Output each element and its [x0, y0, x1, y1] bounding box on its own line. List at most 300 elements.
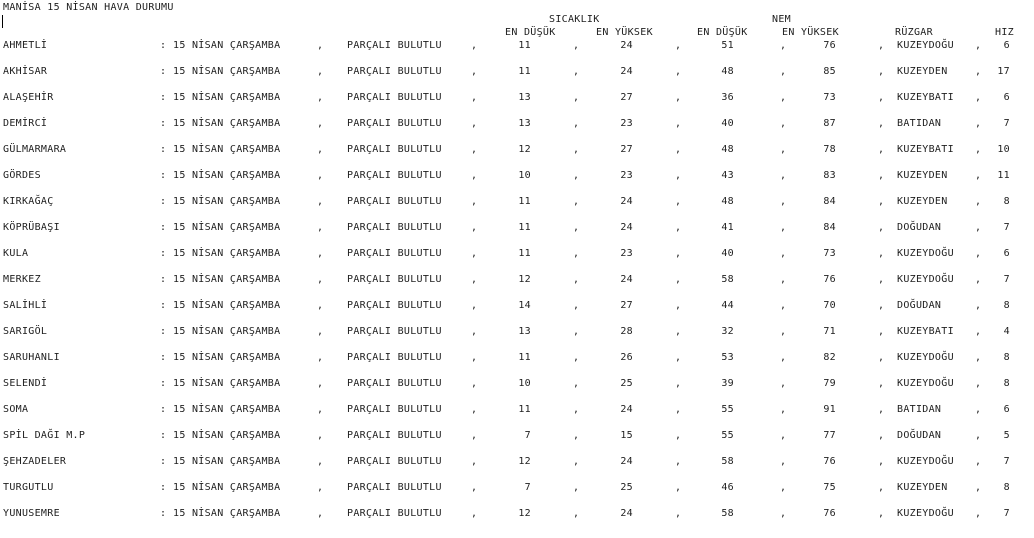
humidity-high-cell: 71 [823, 326, 836, 337]
temp-high-cell: 27 [620, 144, 633, 155]
temp-low-cell: 11 [518, 404, 531, 415]
humidity-high-cell: 84 [823, 222, 836, 233]
temp-low-cell: 12 [518, 144, 531, 155]
separator-colon: : [160, 378, 167, 389]
humidity-high-cell: 76 [823, 274, 836, 285]
separator-comma: , [878, 274, 885, 285]
separator-comma: , [675, 326, 682, 337]
date-cell: 15 NİSAN ÇARŞAMBA [173, 508, 281, 519]
condition-cell: PARÇALI BULUTLU [347, 222, 442, 233]
separator-comma: , [780, 170, 787, 181]
humidity-high-cell: 82 [823, 352, 836, 363]
temp-low-cell: 10 [518, 170, 531, 181]
humidity-high-cell: 73 [823, 92, 836, 103]
separator-comma: , [471, 196, 478, 207]
wind-direction-cell: KUZEYDEN [897, 482, 948, 493]
separator-comma: , [317, 326, 324, 337]
separator-comma: , [317, 92, 324, 103]
wind-speed-cell: 7 [1003, 456, 1010, 467]
humidity-high-cell: 70 [823, 300, 836, 311]
separator-colon: : [160, 170, 167, 181]
separator-comma: , [975, 404, 982, 415]
date-cell: 15 NİSAN ÇARŞAMBA [173, 170, 281, 181]
condition-cell: PARÇALI BULUTLU [347, 326, 442, 337]
humidity-high-cell: 73 [823, 248, 836, 259]
district-name: GÖRDES [3, 170, 41, 181]
separator-comma: , [471, 92, 478, 103]
separator-comma: , [471, 40, 478, 51]
temp-low-cell: 13 [518, 118, 531, 129]
wind-direction-cell: KUZEYDOĞU [897, 456, 954, 467]
district-name: TURGUTLU [3, 482, 54, 493]
temp-high-cell: 24 [620, 196, 633, 207]
temp-low-cell: 11 [518, 196, 531, 207]
separator-colon: : [160, 352, 167, 363]
separator-comma: , [878, 482, 885, 493]
wind-direction-cell: DOĞUDAN [897, 222, 942, 233]
separator-comma: , [471, 404, 478, 415]
separator-comma: , [573, 196, 580, 207]
humidity-high-cell: 79 [823, 378, 836, 389]
separator-comma: , [317, 66, 324, 77]
humidity-high-cell: 76 [823, 456, 836, 467]
separator-comma: , [573, 352, 580, 363]
separator-comma: , [675, 170, 682, 181]
wind-speed-cell: 7 [1003, 508, 1010, 519]
separator-comma: , [471, 222, 478, 233]
wind-direction-cell: KUZEYBATI [897, 144, 954, 155]
temp-high-cell: 27 [620, 300, 633, 311]
separator-comma: , [975, 352, 982, 363]
separator-comma: , [878, 118, 885, 129]
wind-speed-cell: 8 [1003, 196, 1010, 207]
temp-high-cell: 24 [620, 508, 633, 519]
separator-comma: , [573, 66, 580, 77]
wind-direction-cell: KUZEYDOĞU [897, 274, 954, 285]
separator-comma: , [317, 248, 324, 259]
humidity-low-cell: 55 [721, 430, 734, 441]
table-row [0, 118, 1034, 144]
wind-speed-cell: 10 [997, 144, 1010, 155]
temp-high-cell: 24 [620, 404, 633, 415]
humidity-group-header: NEM [772, 14, 791, 25]
temp-low-cell: 10 [518, 378, 531, 389]
separator-comma: , [780, 352, 787, 363]
temp-high-cell: 24 [620, 274, 633, 285]
date-cell: 15 NİSAN ÇARŞAMBA [173, 40, 281, 51]
separator-comma: , [471, 456, 478, 467]
date-cell: 15 NİSAN ÇARŞAMBA [173, 352, 281, 363]
separator-comma: , [675, 118, 682, 129]
separator-comma: , [675, 378, 682, 389]
humidity-low-cell: 53 [721, 352, 734, 363]
separator-comma: , [317, 482, 324, 493]
separator-colon: : [160, 482, 167, 493]
separator-comma: , [471, 170, 478, 181]
date-cell: 15 NİSAN ÇARŞAMBA [173, 456, 281, 467]
separator-comma: , [878, 378, 885, 389]
wind-speed-cell: 17 [997, 66, 1010, 77]
date-cell: 15 NİSAN ÇARŞAMBA [173, 144, 281, 155]
separator-colon: : [160, 456, 167, 467]
separator-colon: : [160, 144, 167, 155]
humidity-low-cell: 48 [721, 144, 734, 155]
district-name: ALAŞEHİR [3, 92, 54, 103]
separator-comma: , [975, 196, 982, 207]
separator-comma: , [317, 456, 324, 467]
humidity-low-cell: 58 [721, 274, 734, 285]
separator-comma: , [780, 196, 787, 207]
humidity-low-cell: 40 [721, 118, 734, 129]
district-name: SPİL DAĞI M.P [3, 430, 86, 441]
table-row [0, 326, 1034, 352]
separator-comma: , [780, 66, 787, 77]
condition-cell: PARÇALI BULUTLU [347, 144, 442, 155]
separator-colon: : [160, 248, 167, 259]
separator-comma: , [780, 326, 787, 337]
separator-comma: , [317, 196, 324, 207]
wind-direction-cell: BATIDAN [897, 118, 942, 129]
separator-comma: , [780, 508, 787, 519]
humidity-high-cell: 85 [823, 66, 836, 77]
date-cell: 15 NİSAN ÇARŞAMBA [173, 430, 281, 441]
table-row [0, 144, 1034, 170]
separator-comma: , [878, 92, 885, 103]
humidity-high-cell: 83 [823, 170, 836, 181]
humidity-high-header: EN YÜKSEK [782, 27, 839, 38]
separator-comma: , [878, 222, 885, 233]
separator-comma: , [317, 300, 324, 311]
district-name: SELENDİ [3, 378, 48, 389]
separator-colon: : [160, 508, 167, 519]
separator-comma: , [675, 274, 682, 285]
wind-speed-cell: 7 [1003, 274, 1010, 285]
date-cell: 15 NİSAN ÇARŞAMBA [173, 482, 281, 493]
separator-comma: , [471, 326, 478, 337]
separator-comma: , [780, 222, 787, 233]
separator-comma: , [471, 248, 478, 259]
temp-low-cell: 11 [518, 352, 531, 363]
district-name: SARIGÖL [3, 326, 48, 337]
separator-comma: , [975, 118, 982, 129]
date-cell: 15 NİSAN ÇARŞAMBA [173, 222, 281, 233]
separator-comma: , [780, 456, 787, 467]
wind-direction-cell: KUZEYDEN [897, 170, 948, 181]
separator-colon: : [160, 66, 167, 77]
date-cell: 15 NİSAN ÇARŞAMBA [173, 92, 281, 103]
humidity-low-cell: 58 [721, 508, 734, 519]
humidity-high-cell: 76 [823, 508, 836, 519]
temp-low-cell: 12 [518, 274, 531, 285]
separator-colon: : [160, 274, 167, 285]
district-name: YUNUSEMRE [3, 508, 60, 519]
wind-direction-cell: KUZEYDOĞU [897, 508, 954, 519]
condition-cell: PARÇALI BULUTLU [347, 352, 442, 363]
wind-speed-cell: 7 [1003, 118, 1010, 129]
humidity-low-cell: 32 [721, 326, 734, 337]
wind-speed-cell: 4 [1003, 326, 1010, 337]
district-name: KULA [3, 248, 29, 259]
date-cell: 15 NİSAN ÇARŞAMBA [173, 326, 281, 337]
district-name: AHMETLİ [3, 40, 48, 51]
separator-colon: : [160, 326, 167, 337]
temp-high-cell: 24 [620, 456, 633, 467]
separator-comma: , [780, 430, 787, 441]
district-name: ŞEHZADELER [3, 456, 67, 467]
wind-speed-cell: 8 [1003, 482, 1010, 493]
separator-comma: , [975, 274, 982, 285]
condition-cell: PARÇALI BULUTLU [347, 378, 442, 389]
separator-comma: , [573, 404, 580, 415]
separator-comma: , [675, 248, 682, 259]
separator-comma: , [317, 274, 324, 285]
date-cell: 15 NİSAN ÇARŞAMBA [173, 300, 281, 311]
separator-comma: , [675, 456, 682, 467]
separator-comma: , [975, 40, 982, 51]
wind-direction-cell: DOĞUDAN [897, 430, 942, 441]
separator-comma: , [975, 170, 982, 181]
separator-comma: , [780, 248, 787, 259]
separator-comma: , [471, 66, 478, 77]
humidity-low-cell: 43 [721, 170, 734, 181]
separator-comma: , [878, 248, 885, 259]
humidity-high-cell: 75 [823, 482, 836, 493]
wind-direction-cell: KUZEYDEN [897, 66, 948, 77]
humidity-high-cell: 91 [823, 404, 836, 415]
temp-high-cell: 26 [620, 352, 633, 363]
condition-cell: PARÇALI BULUTLU [347, 274, 442, 285]
table-row [0, 352, 1034, 378]
separator-comma: , [675, 508, 682, 519]
humidity-high-cell: 77 [823, 430, 836, 441]
district-name: SOMA [3, 404, 29, 415]
temp-low-cell: 11 [518, 40, 531, 51]
separator-comma: , [573, 170, 580, 181]
separator-colon: : [160, 40, 167, 51]
separator-comma: , [878, 456, 885, 467]
wind-direction-cell: KUZEYBATI [897, 92, 954, 103]
separator-comma: , [675, 144, 682, 155]
separator-comma: , [878, 352, 885, 363]
separator-comma: , [878, 430, 885, 441]
separator-comma: , [675, 66, 682, 77]
wind-direction-cell: KUZEYDOĞU [897, 352, 954, 363]
separator-colon: : [160, 430, 167, 441]
separator-comma: , [780, 144, 787, 155]
temp-low-cell: 13 [518, 326, 531, 337]
separator-comma: , [675, 40, 682, 51]
separator-comma: , [975, 430, 982, 441]
temperature-group-header: SICAKLIK [549, 14, 600, 25]
district-name: GÜLMARMARA [3, 144, 67, 155]
separator-comma: , [471, 378, 478, 389]
humidity-low-cell: 39 [721, 378, 734, 389]
separator-comma: , [675, 300, 682, 311]
separator-comma: , [675, 430, 682, 441]
separator-comma: , [573, 274, 580, 285]
temp-high-cell: 24 [620, 66, 633, 77]
separator-comma: , [975, 456, 982, 467]
condition-cell: PARÇALI BULUTLU [347, 300, 442, 311]
district-name: DEMİRCİ [3, 118, 48, 129]
separator-comma: , [317, 508, 324, 519]
district-name: SARUHANLI [3, 352, 60, 363]
table-row [0, 196, 1034, 222]
text-cursor [2, 15, 3, 28]
date-cell: 15 NİSAN ÇARŞAMBA [173, 66, 281, 77]
separator-comma: , [573, 300, 580, 311]
separator-comma: , [780, 274, 787, 285]
temp-high-cell: 25 [620, 482, 633, 493]
separator-comma: , [780, 482, 787, 493]
temp-high-header: EN YÜKSEK [596, 27, 653, 38]
table-row [0, 170, 1034, 196]
humidity-low-header: EN DÜŞÜK [697, 27, 748, 38]
separator-comma: , [975, 144, 982, 155]
separator-comma: , [975, 378, 982, 389]
humidity-low-cell: 44 [721, 300, 734, 311]
humidity-high-cell: 76 [823, 40, 836, 51]
temp-low-cell: 7 [524, 482, 531, 493]
separator-comma: , [573, 222, 580, 233]
table-row [0, 40, 1034, 66]
separator-comma: , [675, 92, 682, 103]
separator-comma: , [878, 66, 885, 77]
separator-comma: , [573, 118, 580, 129]
separator-comma: , [975, 300, 982, 311]
separator-comma: , [317, 378, 324, 389]
wind-speed-cell: 5 [1003, 430, 1010, 441]
humidity-low-cell: 58 [721, 456, 734, 467]
separator-comma: , [878, 326, 885, 337]
separator-comma: , [573, 456, 580, 467]
separator-comma: , [317, 118, 324, 129]
temp-low-cell: 14 [518, 300, 531, 311]
separator-comma: , [780, 40, 787, 51]
table-row [0, 66, 1034, 92]
separator-comma: , [317, 404, 324, 415]
condition-cell: PARÇALI BULUTLU [347, 66, 442, 77]
separator-comma: , [471, 508, 478, 519]
humidity-low-cell: 48 [721, 196, 734, 207]
wind-direction-cell: KUZEYDOĞU [897, 40, 954, 51]
speed-header: HIZ [995, 27, 1014, 38]
temp-high-cell: 25 [620, 378, 633, 389]
humidity-low-cell: 36 [721, 92, 734, 103]
condition-cell: PARÇALI BULUTLU [347, 92, 442, 103]
separator-comma: , [675, 352, 682, 363]
separator-comma: , [675, 196, 682, 207]
separator-comma: , [573, 144, 580, 155]
separator-comma: , [317, 40, 324, 51]
separator-comma: , [878, 196, 885, 207]
condition-cell: PARÇALI BULUTLU [347, 456, 442, 467]
date-cell: 15 NİSAN ÇARŞAMBA [173, 248, 281, 259]
temp-high-cell: 24 [620, 40, 633, 51]
separator-comma: , [975, 326, 982, 337]
separator-comma: , [471, 300, 478, 311]
table-row [0, 300, 1034, 326]
separator-comma: , [780, 300, 787, 311]
temp-high-cell: 23 [620, 118, 633, 129]
separator-comma: , [780, 118, 787, 129]
separator-comma: , [878, 170, 885, 181]
table-row [0, 482, 1034, 508]
humidity-low-cell: 41 [721, 222, 734, 233]
condition-cell: PARÇALI BULUTLU [347, 430, 442, 441]
wind-direction-cell: KUZEYDEN [897, 196, 948, 207]
temp-high-cell: 28 [620, 326, 633, 337]
separator-comma: , [780, 92, 787, 103]
wind-speed-cell: 11 [997, 170, 1010, 181]
separator-comma: , [878, 508, 885, 519]
separator-comma: , [573, 430, 580, 441]
separator-comma: , [317, 222, 324, 233]
district-name: KIRKAĞAÇ [3, 196, 54, 207]
separator-comma: , [975, 248, 982, 259]
humidity-low-cell: 51 [721, 40, 734, 51]
temp-low-cell: 13 [518, 92, 531, 103]
date-cell: 15 NİSAN ÇARŞAMBA [173, 196, 281, 207]
table-row [0, 430, 1034, 456]
separator-comma: , [317, 352, 324, 363]
table-row [0, 222, 1034, 248]
separator-comma: , [573, 508, 580, 519]
separator-comma: , [675, 222, 682, 233]
wind-direction-cell: BATIDAN [897, 404, 942, 415]
humidity-high-cell: 78 [823, 144, 836, 155]
wind-direction-cell: KUZEYDOĞU [897, 248, 954, 259]
district-name: MERKEZ [3, 274, 41, 285]
district-name: SALİHLİ [3, 300, 48, 311]
separator-comma: , [317, 170, 324, 181]
separator-comma: , [975, 222, 982, 233]
district-name: AKHİSAR [3, 66, 48, 77]
separator-comma: , [573, 482, 580, 493]
wind-direction-cell: KUZEYDOĞU [897, 378, 954, 389]
wind-speed-cell: 6 [1003, 248, 1010, 259]
separator-comma: , [975, 66, 982, 77]
temp-high-cell: 23 [620, 248, 633, 259]
separator-comma: , [471, 352, 478, 363]
separator-comma: , [878, 300, 885, 311]
temp-low-cell: 11 [518, 248, 531, 259]
separator-comma: , [573, 40, 580, 51]
separator-comma: , [471, 274, 478, 285]
temp-low-cell: 11 [518, 66, 531, 77]
condition-cell: PARÇALI BULUTLU [347, 404, 442, 415]
page-title: MANİSA 15 NİSAN HAVA DURUMU [3, 2, 174, 13]
separator-colon: : [160, 92, 167, 103]
temp-high-cell: 27 [620, 92, 633, 103]
separator-comma: , [317, 430, 324, 441]
district-name: KÖPRÜBAŞI [3, 222, 60, 233]
separator-colon: : [160, 118, 167, 129]
separator-comma: , [975, 508, 982, 519]
wind-direction-cell: DOĞUDAN [897, 300, 942, 311]
temp-low-cell: 11 [518, 222, 531, 233]
wind-speed-cell: 8 [1003, 378, 1010, 389]
wind-speed-cell: 6 [1003, 404, 1010, 415]
table-row [0, 274, 1034, 300]
wind-speed-cell: 6 [1003, 40, 1010, 51]
separator-colon: : [160, 196, 167, 207]
separator-colon: : [160, 404, 167, 415]
table-row [0, 378, 1034, 404]
date-cell: 15 NİSAN ÇARŞAMBA [173, 118, 281, 129]
wind-speed-cell: 8 [1003, 352, 1010, 363]
separator-comma: , [471, 118, 478, 129]
